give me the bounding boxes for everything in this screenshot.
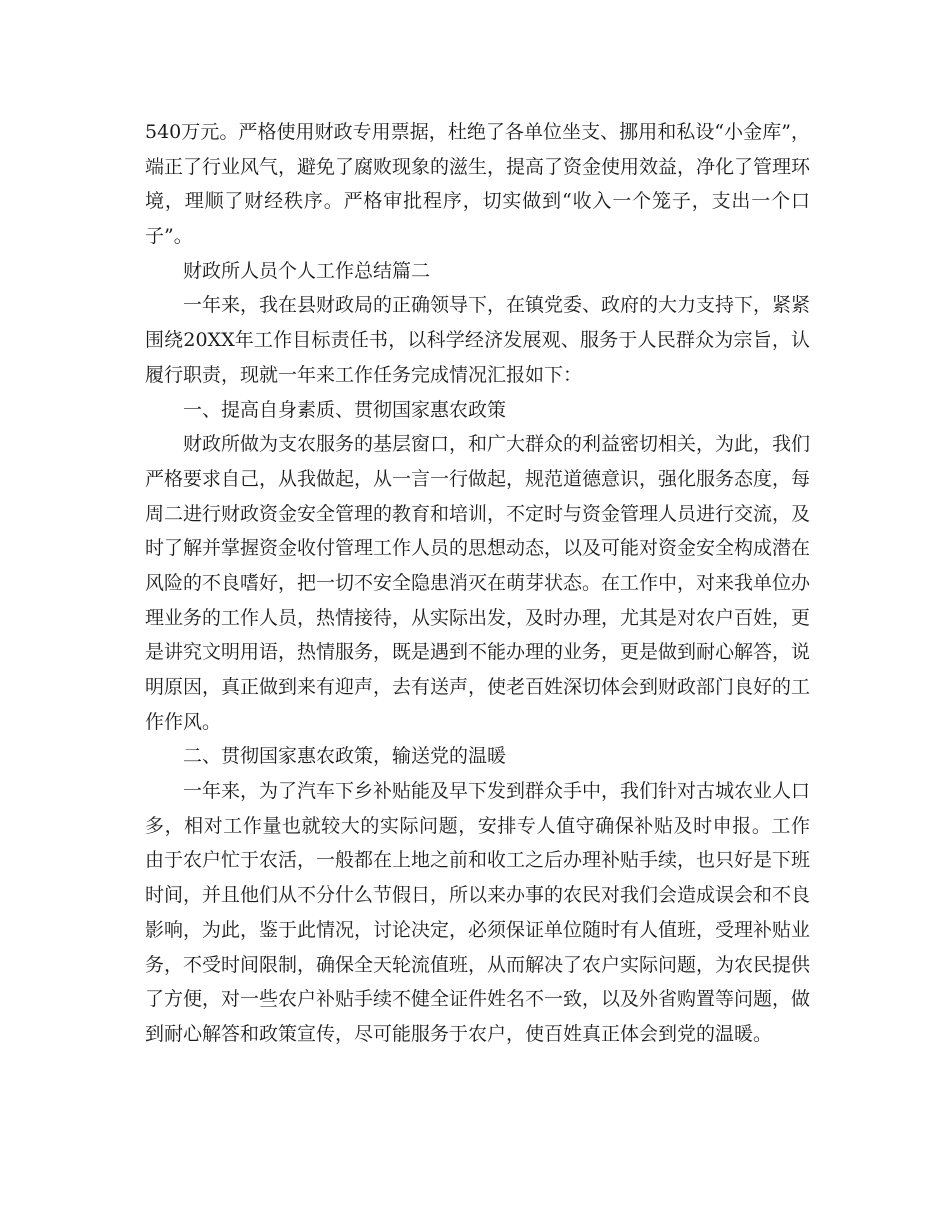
section-heading: 财政所人员个人工作总结篇二 — [183, 259, 431, 282]
text-line: 风险的不良嗜好，把一切不安全隐患消灭在萌芽状态。在工作中，对来我单位办 — [145, 571, 810, 594]
text-line: 时间，并且他们从不分什么节假日，所以来办事的农民对我们会造成误会和不良 — [145, 884, 810, 907]
text-line: 周二进行财政资金安全管理的教育和培训，不定时与资金管理人员进行交流，及 — [145, 502, 810, 525]
section-heading: 一、提高自身素质、贯彻国家惠农政策 — [183, 398, 507, 421]
text-line: 由于农户忙于农活，一般都在上地之前和收工之后办理补贴手续，也只好是下班 — [145, 849, 810, 872]
text-line: 理业务的工作人员，热情接待，从实际出发，及时办理，尤其是对农户百姓，更 — [145, 606, 810, 629]
document-body — [145, 115, 810, 1052]
text-line: 影响，为此，鉴于此情况，讨论决定，必须保证单位随时有人值班，受理补贴业 — [145, 918, 810, 941]
text-line: 履行职责，现就一年来工作任务完成情况汇报如下： — [145, 363, 583, 386]
text-line: 多，相对工作量也就较大的实际问题，安排专人值守确保补贴及时申报。工作 — [145, 814, 810, 837]
text-line: 到耐心解答和政策宣传，尽可能服务于农户，使百姓真正体会到党的温暖。 — [145, 1022, 773, 1045]
text-line: 务，不受时间限制，确保全天轮流值班，从而解决了农户实际问题，为农民提供 — [145, 953, 810, 976]
text-line: 财政所做为支农服务的基层窗口，和广大群众的利益密切相关，为此，我们 — [183, 433, 810, 456]
text-line: 作作风。 — [145, 710, 222, 733]
text-line: 境，理顺了财经秩序。严格审批程序，切实做到“收入一个笼子，支出一个口 — [145, 190, 810, 213]
text-line: 围绕20XX年工作目标责任书，以科学经济发展观、服务于人民群众为宗旨，认 — [145, 329, 810, 352]
text-line: 是讲究文明用语，热情服务，既是遇到不能办理的业务，更是做到耐心解答，说 — [145, 641, 810, 664]
section-heading: 二、贯彻国家惠农政策，输送党的温暖 — [183, 745, 507, 768]
text-line: 一年来，为了汽车下乡补贴能及早下发到群众手中，我们针对古城农业人口 — [183, 780, 810, 803]
text-line: 时了解并掌握资金收付管理工作人员的思想动态，以及可能对资金安全构成潜在 — [145, 537, 810, 560]
text-line: 540万元。严格使用财政专用票据，杜绝了各单位坐支、挪用和私设“小金库”， — [145, 121, 810, 143]
text-line: 子”。 — [145, 225, 193, 248]
text-line: 一年来，我在县财政局的正确领导下，在镇党委、政府的大力支持下，紧紧 — [183, 294, 810, 317]
text-line: 严格要求自己，从我做起，从一言一行做起，规范道德意识，强化服务态度，每 — [145, 467, 810, 490]
text-line: 端正了行业风气，避免了腐败现象的滋生，提高了资金使用效益，净化了管理环 — [145, 155, 810, 178]
text-line: 了方便，对一些农户补贴手续不健全证件姓名不一致，以及外省购置等问题，做 — [145, 988, 810, 1011]
text-line: 明原因，真正做到来有迎声，去有送声，使老百姓深切体会到财政部门良好的工 — [145, 676, 810, 698]
